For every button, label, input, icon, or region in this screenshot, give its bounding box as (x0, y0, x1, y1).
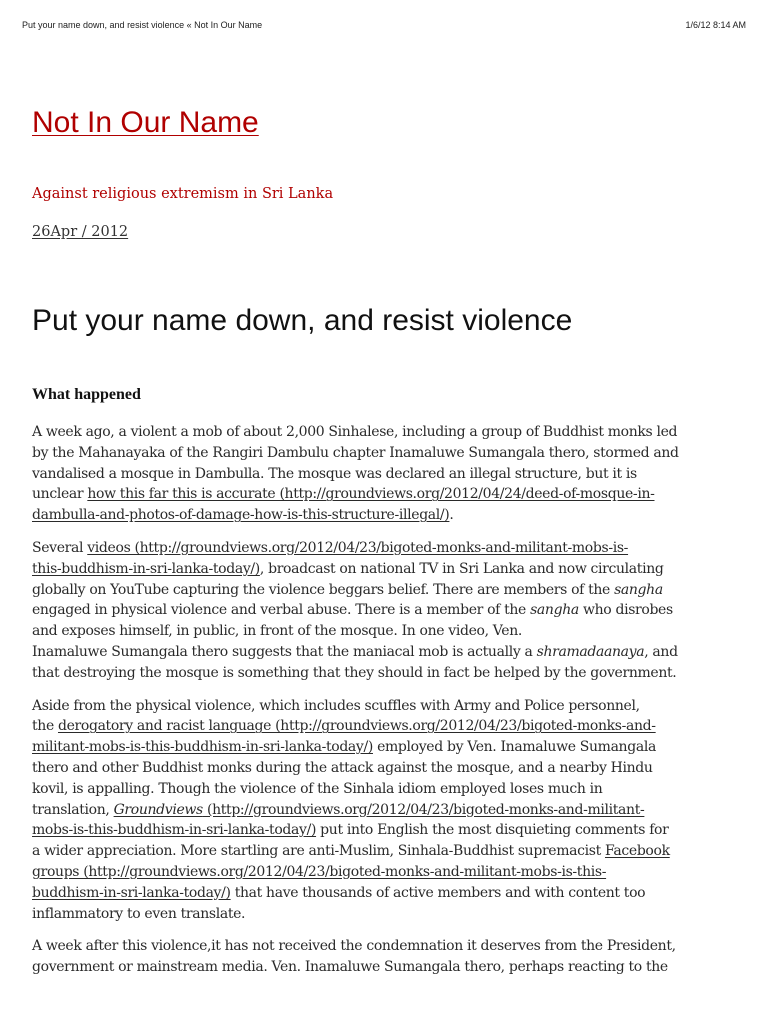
videos-link-cont[interactable]: this-buddhism-in-sri-lanka-today/) (32, 560, 260, 577)
text-line: Aside from the physical violence, which includes scuffles with Army and Police personnel, (32, 697, 640, 714)
groundviews-link[interactable] (114, 802, 645, 818)
text-line: A week ago, a violent a mob of about 2,000 Sinhalese, including a group of Buddhist monks led (32, 424, 678, 440)
videos-link[interactable]: videos (http://groundviews.org/2012/04/23/bigoted-monks-and-militant-mobs-is- (87, 539, 629, 556)
text-line (32, 737, 742, 758)
text-line (32, 862, 742, 883)
section-heading: What happened (32, 386, 141, 403)
text-line: vandalised a mosque in Dambulla. The mosque was declared an illegal structure, but it is (32, 465, 637, 482)
italic-term: sangha (530, 602, 579, 619)
text-fragment: , and (644, 643, 678, 660)
article-body (32, 422, 742, 990)
text-line (32, 642, 742, 663)
text-line: by the Mahanayaka of the Rangiri Dambulu chapter Inamaluwe Sumangala thero, stormed and (32, 444, 679, 461)
text-line (32, 538, 742, 559)
facebook-groups-link-end[interactable]: buddhism-in-sri-lanka-today/) (32, 884, 231, 901)
print-footer (22, 1018, 746, 1024)
text-fragment: globally on YouTube capturing the violence beggars belief. There are members of the (32, 581, 615, 598)
paragraph-1 (32, 422, 742, 526)
print-header-datetime: 1/6/12 8:14 AM (685, 20, 746, 30)
text-line (32, 600, 742, 621)
derogatory-language-link[interactable]: derogatory and racist language (http://groundviews.org/2012/04/23/bigoted-monks-and- (57, 718, 656, 735)
site-tagline: Against religious extremism in Sri Lanka (32, 186, 334, 202)
text-fragment: that have thousands of active members and with content too (230, 884, 646, 901)
paragraph-4 (32, 936, 742, 978)
text-line: inflammatory to even translate. (32, 905, 246, 922)
text-line (32, 484, 742, 505)
text-fragment: , broadcast on national TV in Sri Lanka and now circulating (259, 560, 664, 577)
print-header (22, 20, 746, 34)
link-text: (http://groundviews.org/2012/04/23/bigoted-monks-and-militant- (202, 801, 645, 818)
italic-term: shramadaanaya (536, 643, 645, 660)
text-line: and exposes himself, in public, in front of the mosque. In one video, Ven. (32, 623, 522, 640)
text-fragment: engaged in physical violence and verbal abuse. There is a member of the (32, 602, 531, 619)
text-fragment: Several (32, 539, 88, 556)
mosque-deed-link[interactable]: how this far this is accurate (http://groundviews.org/2012/04/24/deed-of-mosque-in- (87, 486, 655, 503)
text-line: thero and other Buddhist monks during the attack against the mosque, and a nearby Hindu (32, 759, 653, 776)
text-fragment: Inamaluwe Sumangala thero suggests that the maniacal mob is actually a (32, 643, 537, 660)
text-line: that destroying the mosque is something that they should in fact be helped by the government. (32, 664, 677, 681)
paragraph-3 (32, 696, 742, 925)
text-fragment: . (449, 507, 454, 524)
print-header-title: Put your name down, and resist violence « Not In Our Name (22, 20, 263, 30)
text-fragment: who disrobes (578, 602, 673, 619)
text-fragment: unclear (32, 486, 88, 503)
text-fragment: translation, (32, 801, 114, 818)
text-line (32, 716, 742, 737)
groundviews-link-cont[interactable]: mobs-is-this-buddhism-in-sri-lanka-today/) (32, 822, 317, 839)
facebook-groups-link-cont[interactable]: groups (http://groundviews.org/2012/04/23/bigoted-monks-and-militant-mobs-is-this- (32, 863, 607, 880)
text-line (32, 580, 742, 601)
facebook-groups-link[interactable]: Facebook (604, 843, 670, 860)
text-line (32, 841, 742, 862)
post-title: Put your name down, and resist violence (32, 304, 573, 337)
text-line: A week after this violence,it has not received the condemnation it deserves from the President, (32, 938, 676, 955)
derogatory-language-link-cont[interactable]: militant-mobs-is-this-buddhism-in-sri-lanka-today/) (32, 739, 373, 756)
text-line (32, 820, 742, 841)
paragraph-2 (32, 538, 742, 684)
text-line: government or mainstream media. Ven. Inamaluwe Sumangala thero, perhaps reacting to the (32, 959, 668, 976)
text-line (32, 559, 742, 580)
site-title-link[interactable]: Not In Our Name (32, 106, 259, 139)
italic-term: sangha (614, 581, 663, 598)
post-date-link[interactable]: 26Apr / 2012 (32, 224, 129, 240)
text-line (32, 883, 742, 904)
mosque-deed-link-cont[interactable]: dambulla-and-photos-of-damage-how-is-this-structure-illegal/) (32, 507, 450, 524)
text-fragment: a wider appreciation. More startling are anti-Muslim, Sinhala-Buddhist supremacist (32, 843, 605, 860)
text-fragment: the (32, 718, 58, 735)
italic-term: Groundviews (113, 801, 203, 818)
text-line (32, 505, 742, 526)
text-line: kovil, is appalling. Though the violence of the Sinhala idiom employed loses much in (32, 780, 603, 797)
text-fragment: employed by Ven. Inamaluwe Sumangala (372, 739, 656, 756)
text-fragment: put into English the most disquieting comments for (316, 822, 669, 839)
text-line (32, 800, 742, 821)
